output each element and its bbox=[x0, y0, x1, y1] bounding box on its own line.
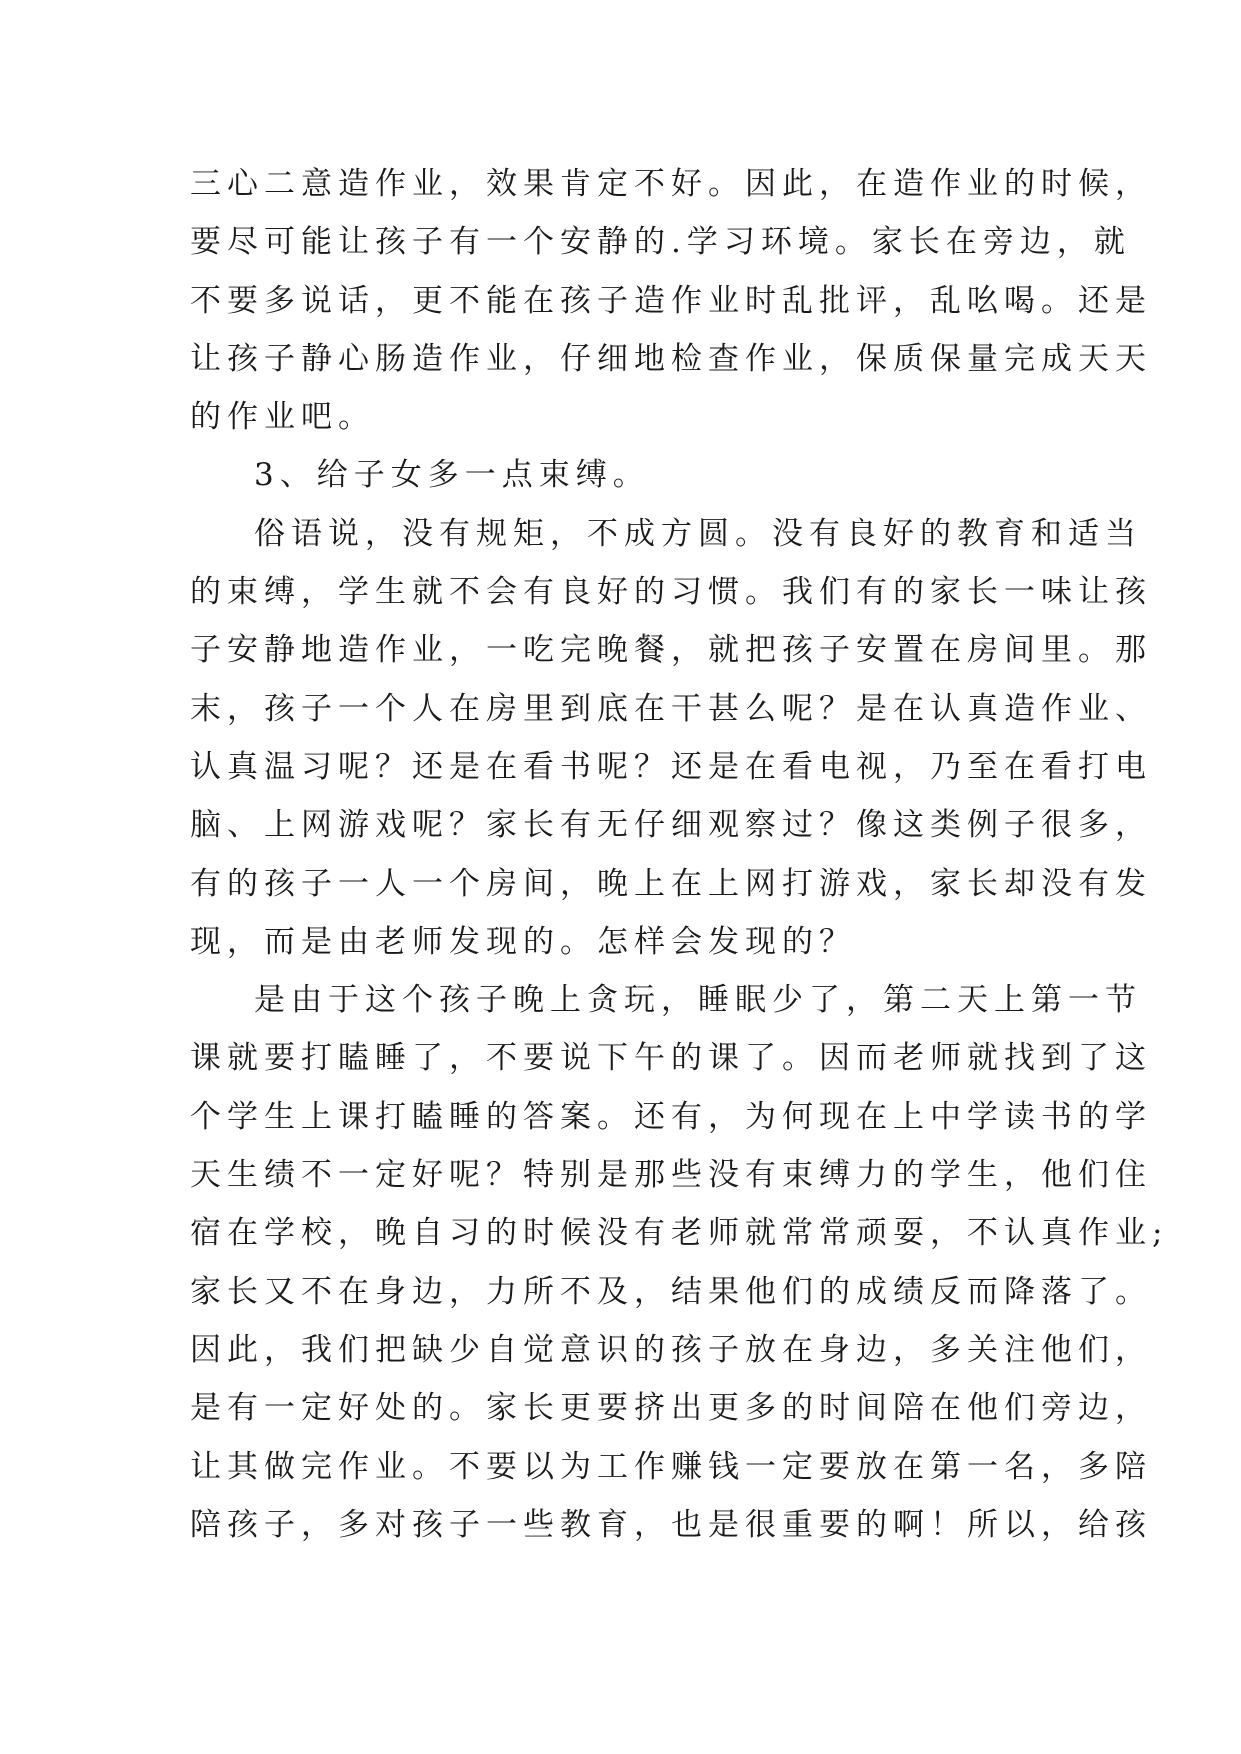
text-line: 个学生上课打瞌睡的答案。还有，为何现在上中学读书的学 bbox=[190, 1098, 1152, 1135]
text-line: 有的孩子一人一个房间，晚上在上网打游戏，家长却没有发 bbox=[190, 865, 1152, 902]
text-line: 末，孩子一个人在房里到底在干甚么呢？是在认真造作业、 bbox=[190, 690, 1152, 727]
text-line: 因此，我们把缺少自觉意识的孩子放在身边，多关注他们， bbox=[190, 1331, 1152, 1368]
text-line: 3、给子女多一点束缚。 bbox=[254, 457, 650, 494]
text-line: 家长又不在身边，力所不及，结果他们的成绩反而降落了。 bbox=[190, 1273, 1152, 1310]
text-line: 脑、上网游戏呢？家长有无仔细观察过？像这类例子很多， bbox=[190, 807, 1152, 844]
text-line: 宿在学校，晚自习的时候没有老师就常常顽耍，不认真作业; bbox=[190, 1215, 1169, 1252]
text-line: 陪孩子，多对孩子一些教育，也是很重要的啊！所以，给孩 bbox=[190, 1506, 1152, 1543]
text-line: 俗语说，没有规矩，不成方圆。没有良好的教育和适当 bbox=[254, 515, 1142, 552]
text-line: 天生绩不一定好呢？特别是那些没有束缚力的学生，他们住 bbox=[190, 1157, 1152, 1194]
text-line: 的作业吧。 bbox=[190, 399, 375, 436]
text-line: 要尽可能让孩子有一个安静的.学习环境。家长在旁边，就 bbox=[190, 224, 1131, 261]
text-line: 子安静地造作业，一吃完晚餐，就把孩子安置在房间里。那 bbox=[190, 632, 1152, 669]
text-line: 三心二意造作业，效果肯定不好。因此，在造作业的时候， bbox=[190, 166, 1152, 202]
text-line: 不要多说话，更不能在孩子造作业时乱批评，乱吆喝。还是 bbox=[190, 282, 1152, 319]
text-line: 认真温习呢？还是在看书呢？还是在看电视，乃至在看打电 bbox=[190, 748, 1152, 785]
text-line: 的束缚，学生就不会有良好的习惯。我们有的家长一味让孩 bbox=[190, 574, 1152, 611]
text-line: 现，而是由老师发现的。怎样会发现的？ bbox=[190, 923, 856, 960]
body-text bbox=[190, 155, 1169, 1554]
text-line: 是有一定好处的。家长更要挤出更多的时间陪在他们旁边， bbox=[190, 1390, 1152, 1427]
text-line: 让其做完作业。不要以为工作赚钱一定要放在第一名，多陪 bbox=[190, 1448, 1152, 1485]
text-line: 是由于这个孩子晚上贪玩，睡眠少了，第二天上第一节 bbox=[254, 982, 1142, 1019]
text-line: 让孩子静心肠造作业，仔细地检查作业，保质保量完成天天 bbox=[190, 340, 1152, 377]
text-line: 课就要打瞌睡了，不要说下午的课了。因而老师就找到了这 bbox=[190, 1040, 1152, 1077]
